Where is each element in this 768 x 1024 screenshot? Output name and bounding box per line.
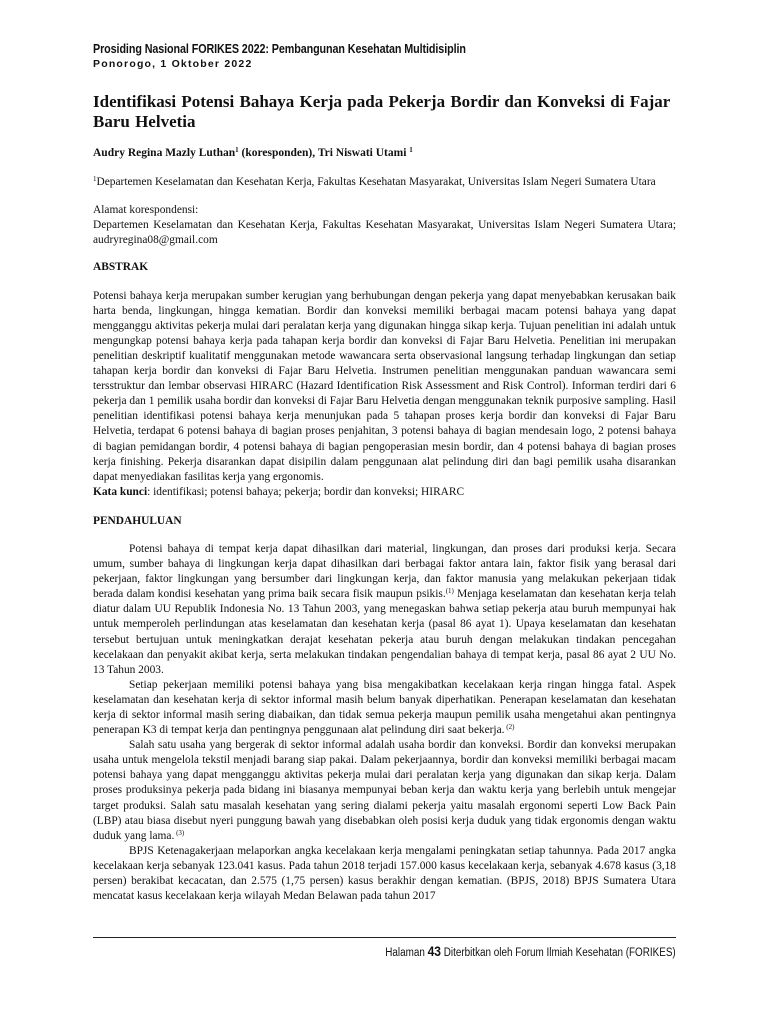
author-2: Tri Niswati Utami (317, 147, 410, 159)
author-line (93, 146, 676, 161)
page-footer (386, 943, 676, 959)
author-2-affil-marker: 1 (409, 146, 413, 154)
footer-divider (93, 937, 676, 938)
keywords-label: Kata kunci (93, 485, 148, 498)
intro-p1-text: Potensi bahaya di tempat kerja dapat dihasilkan dari material, lingkungan, dan proses dari produksi kerja. Secara umum, sumber bahaya di lingkungan kerja dapat dihasilkan dari berbagai faktor antara lain, faktor fisik yang berasal dari pekerjaan, faktor lingkungan yang bersumber dari lingkungan kerja, dan faktor manusia yang melakukan pekerjaan tidak berada dalam kondisi kesehatan yang prima baik secara fisik maupun psikis. (93, 542, 676, 601)
footer-publisher: Diterbitkan oleh Forum Ilmiah Kesehatan (FORIKES) (441, 947, 676, 959)
intro-paragraph-2 (93, 678, 676, 738)
abstract-text: Potensi bahaya kerja merupakan sumber kerugian yang berhubungan dengan pekerja yang dapat menyebabkan kerusakan baik harta benda, lingkungan, hingga kematian. Bordir dan konveksi memiliki berbagai macam potensi bahaya yang dapat mengganggu aktivitas pekerja mulai dari peralatan kerja yang digunakan hingga sikap kerja. Tujuan penelitian ini adalah untuk mengungkap potensi bahaya kerja pada tahapan kerja bordir dan konveksi di Fajar Baru Helvetia. Penelitian ini merupakan penelitian deskriptif kualitatif menggunakan metode wawancara serta observasional langsung terhadap lingkungan dan setiap tahapan kerja bordir dan konveksi di Fajar Baru Helvetia. Instrumen penelitian menggunakan panduan wawancara semi tersstruktur dan lembar observasi HIRARC (Hazard Identification Risk Assessment and Risk Control). Informan terdiri dari 6 pekerja dan 1 pemilik usaha bordir dan konveksi di Fajar Baru Helvetia dengan menggunakan teknik purposive sampling. Hasil penelitian identifikasi potensi bahaya kerja menunjukan pada 5 tahapan proses kerja bordir dan konveksi di Fajar Baru Helvetia, terdapat 6 potensi bahaya di bagian proses penjahitan, 3 potensi bahaya di bagian mendesain logo, 2 potensi bahaya di bagian pemidangan bordir, 4 potensi bahaya di bagian pengoperasian mesin bordir, dan 4 potensi bahaya di bagian proses kerja finishing. Pekerja disarankan dapat disipilin dalam penggunaan alat pelindung diri dan bagi pemilik usaha disarankan dapat menyediakan fasilitas kerja yang ergonomis. (93, 289, 676, 483)
author-1-role: (koresponden), (238, 147, 318, 159)
affiliation (93, 175, 676, 190)
footer-page-label: Halaman (385, 947, 428, 959)
intro-p2-text: Setiap pekerjaan memiliki potensi bahaya yang bisa mengakibatkan kecelakaan kerja ringan hingga fatal. Aspek keselamatan dan kesehatan kerja di sektor informal masih belum banyak diperhatikan. Penerapan keselamatan dan kesehatan kerja di sektor informal masih sering diabaikan, dan tidak semua pekerja maupun pemilik usaha mengetahui akan pentingnya penerapan K3 di tempat kerja dan pentingnya penggunaan alat pelindung diri saat bekerja. (93, 678, 676, 737)
intro-p3-text: Salah satu usaha yang bergerak di sektor informal adalah usaha bordir dan konveksi. Bordir dan konveksi merupakan usaha untuk mengelola tekstil menjadi barang siap pakai. Dalam pekerjaannya, bordir dan konveksi memiliki berbagai macam potensi bahaya yang dapat mengganggu aktivitas pekerja mulai dari peralatan kerja yang digunakan dan sikap kerja. Dalam proses produksinya pekerja pada bidang ini biasanya mempunyai beban kerja dan waktu kerja yang berlebih untuk mengejar target produksi. Salah satu masalah kesehatan yang sering dialami pekerja yaitu masalah ergonomi seperti Low Back Pain (LBP) atau biasa disebut nyeri punggung bawah yang disebabkan oleh posisi kerja duduk yang tidak ergonomis dengan waktu duduk yang lama. (93, 739, 676, 842)
intro-p1-text-cont: Menjaga keselamatan dan kesehatan kerja telah diatur dalam UU Republik Indonesia No. 13 Tahun 2003, yang menegaskan bahwa setiap pekerja atau buruh mempunyai hak untuk memperoleh perlindungan atas keselamatan dan kesehatan kerja (pasal 86 ayat 1). Upaya keselamatan dan kesehatan tersebut bertujuan untuk meningkatkan derajat kesehatan pekerja atau buruh dengan melakukan tindakan pencegahan kecelakaan dan penyakit akibat kerja, serta melakukan tindakan pengendalian bahaya di tempat kerja, pasal 86 ayat 2 UU No. 13 Tahun 2003. (93, 588, 676, 676)
paper-title: Identifikasi Potensi Bahaya Kerja pada Pekerja Bordir dan Konveksi di Fajar Baru Helvetia (93, 92, 671, 131)
keywords-list: : identifikasi; potensi bahaya; pekerja; bordir dan konveksi; HIRARC (147, 485, 465, 498)
intro-paragraph-3 (93, 738, 676, 844)
paper-content (93, 92, 676, 904)
citation-ref: (1) (445, 587, 454, 596)
proceedings-title: Prosiding Nasional FORIKES 2022: Pembangunan Kesehatan Multidisiplin (93, 42, 466, 56)
intro-paragraph-1 (93, 542, 676, 678)
citation-ref: (2) (504, 723, 515, 732)
page-number: 43 (427, 943, 442, 959)
abstract-heading: ABSTRAK (93, 261, 149, 274)
introduction-heading: PENDAHULUAN (93, 514, 182, 527)
correspondence-label: Alamat korespondensi: (93, 204, 199, 217)
running-header (93, 42, 693, 70)
affiliation-text: Departemen Keselamatan dan Kesehatan Kerja, Fakultas Kesehatan Masyarakat, Universitas Islam Negeri Sumatera Utara (96, 176, 656, 189)
intro-paragraph-4: BPJS Ketenagakerjaan melaporkan angka kecelakaan kerja mengalami peningkatan setiap tahunnya. Pada 2017 angka kecelakaan kerja sebanyak 123.041 kasus. Pada tahun 2018 terjadi 157.000 kasus kecelakaan kerja, sebanyak 4.678 kasus (3,18 persen) berakibat kecacatan, dan 2.575 (1,75 persen) kasus berakhir dengan kematian. (BPJS, 2018) BPJS Sumatera Utara mencatat kasus kecelakaan kerja wilayah Medan Belawan pada tahun 2017 (93, 844, 676, 903)
citation-ref: (3) (174, 828, 185, 837)
proceedings-place-date: Ponorogo, 1 Oktober 2022 (93, 58, 253, 70)
correspondence-address: Departemen Keselamatan dan Kesehatan Kerja, Fakultas Kesehatan Masyarakat, Universitas Islam Negeri Sumatera Utara; audryregina08@gmail.com (93, 219, 676, 247)
keywords (93, 485, 676, 500)
author-1: Audry Regina Mazly Luthan (93, 147, 236, 159)
author-1-affil-marker: 1 (235, 146, 239, 154)
affiliation-marker: 1 (93, 175, 97, 184)
